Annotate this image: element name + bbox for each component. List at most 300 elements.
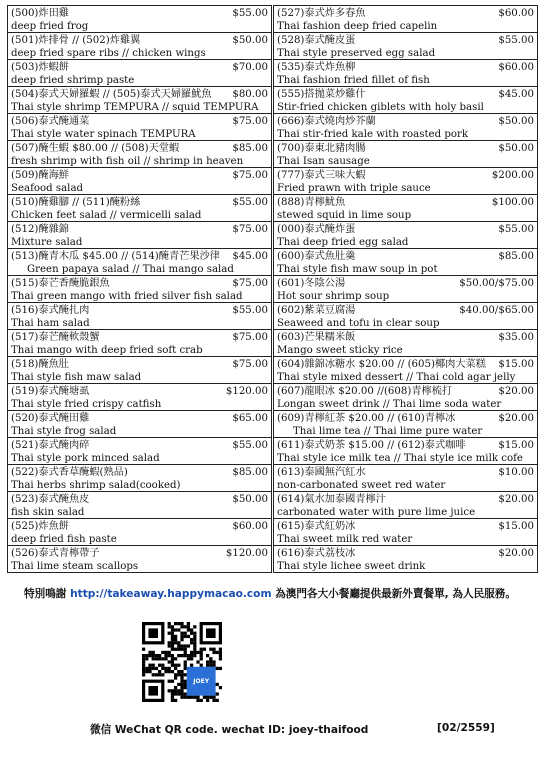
menu-item-chinese-name: 泰式荔枝冰 — [304, 548, 356, 559]
menu-item-name — [11, 547, 100, 560]
menu-item-english: Green papaya salad // Thai mango salad — [27, 264, 234, 275]
menu-item-header — [11, 142, 268, 155]
menu-item-number: (509) — [11, 170, 39, 181]
menu-item-english: Mango sweet sticky rice — [277, 345, 403, 356]
menu-item-price: $65.00 — [232, 413, 268, 424]
menu-item-price: $55.00 — [498, 224, 534, 235]
menu-item-price: $120.00 — [225, 548, 268, 559]
menu-item-number: (521) — [11, 440, 39, 451]
menu-item — [273, 329, 538, 357]
menu-item — [7, 167, 272, 195]
menu-item-number: (510) — [11, 197, 39, 208]
menu-item-chinese-name: 醃生蝦 $80.00 // (508)天堂蝦 — [38, 143, 180, 154]
menu-item-english: Thai style pork minced salad — [11, 453, 160, 464]
menu-item-chinese-name: 泰式香草醃蝦(熟品) — [38, 467, 128, 478]
menu-item-price: $75.00 — [232, 116, 268, 127]
menu-item-english: Thai Isan sausage — [277, 156, 370, 167]
menu-item-english: Thai style frog salad — [11, 426, 117, 437]
menu-item-price: $55.00 — [498, 35, 534, 46]
menu-item-chinese-name: 泰式醃皮蛋 — [304, 35, 356, 46]
menu-item-name — [277, 304, 355, 317]
menu-item — [7, 464, 272, 492]
menu-item-english: fresh shrimp with fish oil // shrimp in heaven — [11, 156, 244, 167]
menu-item — [7, 5, 272, 33]
menu-item-name — [277, 169, 366, 182]
menu-item-price: $50.00 — [232, 494, 268, 505]
menu-item-header — [277, 196, 534, 209]
menu-item-header — [11, 250, 268, 263]
menu-item-price: $50.00 — [498, 143, 534, 154]
menu-item-number: (607) — [277, 386, 305, 397]
menu-item-name — [11, 196, 140, 209]
menu-item-number: (526) — [11, 548, 39, 559]
menu-item — [273, 464, 538, 492]
menu-item-number: (506) — [11, 116, 39, 127]
menu-item-chinese-name: 炸排骨 // (502)炸雞翼 — [38, 35, 141, 46]
menu-item-header — [11, 61, 268, 74]
menu-item-number: (666) — [277, 116, 305, 127]
menu-item-price: $15.00 — [498, 359, 534, 370]
menu-item-price: $120.00 — [225, 386, 268, 397]
menu-column-right — [273, 6, 538, 573]
menu-item-header — [277, 142, 534, 155]
menu-item-header — [277, 61, 534, 74]
menu-item-header — [277, 304, 534, 317]
menu-item-number: (527) — [277, 8, 305, 19]
wechat-qr-code — [142, 622, 222, 702]
menu-item-name — [11, 277, 110, 290]
menu-item-price: $50.00 — [232, 35, 268, 46]
menu-item-chinese-name: 泰式醃炸蛋 — [304, 224, 356, 235]
menu-item-number: (604) — [277, 359, 305, 370]
menu-item-price: $75.00 — [232, 224, 268, 235]
menu-item — [273, 275, 538, 303]
menu-item-name — [11, 61, 69, 74]
menu-item — [273, 518, 538, 546]
menu-item — [273, 167, 538, 195]
menu-item-price: $100.00 — [491, 197, 534, 208]
menu-item-price: $75.00 — [232, 332, 268, 343]
menu-item-number: (500) — [11, 8, 39, 19]
menu-item-chinese-name: 泰式青檸帶子 — [38, 548, 100, 559]
menu-item-english: Thai style lichee sweet drink — [277, 561, 426, 572]
menu-item-price: $60.00 — [232, 521, 268, 532]
menu-item-chinese-name: 泰式三味大蝦 — [304, 170, 366, 181]
menu-item-number: (528) — [277, 35, 305, 46]
menu-item-english: Seafood salad — [11, 183, 84, 194]
menu-item-price: $85.00 — [498, 251, 534, 262]
menu-item-chinese-name: 泰式醃通菜 — [38, 116, 90, 127]
menu-item — [273, 59, 538, 87]
menu-item — [7, 518, 272, 546]
menu-item — [273, 5, 538, 33]
menu-item-price: $50.00 — [498, 116, 534, 127]
menu-item-name — [277, 493, 386, 506]
menu-item-price: $75.00 — [232, 278, 268, 289]
menu-item — [273, 32, 538, 60]
menu-item-number: (613) — [277, 467, 305, 478]
menu-item — [273, 437, 538, 465]
menu-item — [7, 437, 272, 465]
menu-item-name — [277, 88, 366, 101]
menu-item — [7, 329, 272, 357]
menu-item-english: Thai style fish maw soup in pot — [277, 264, 438, 275]
menu-item — [7, 545, 272, 573]
menu-item — [7, 491, 272, 519]
menu-item-english: Thai fashion deep fried capelin — [277, 21, 438, 32]
menu-item-number: (616) — [277, 548, 305, 559]
menu-column-left — [7, 6, 272, 573]
menu-item-name — [277, 277, 345, 290]
menu-item-price: $60.00 — [498, 8, 534, 19]
menu-item-header — [11, 34, 268, 47]
menu-item-price: $15.00 — [498, 521, 534, 532]
menu-item-name — [277, 466, 366, 479]
menu-item-header — [277, 412, 534, 425]
menu-item-chinese-name: 醃魚肚 — [38, 359, 69, 370]
takeaway-link[interactable]: http://takeaway.happymacao.com — [70, 588, 272, 600]
menu-item-number: (603) — [277, 332, 305, 343]
menu-item-chinese-name: 芒果糯米飯 — [304, 332, 356, 343]
menu-item-number: (522) — [11, 467, 39, 478]
menu-item — [273, 221, 538, 249]
menu-item-english: deep fried spare ribs // chicken wings — [11, 48, 206, 59]
menu-item-chinese-name: 冬陰公湯 — [304, 278, 346, 289]
menu-item-number: (504) — [11, 89, 39, 100]
menu-item-english: Thai stir-fried kale with roasted pork — [277, 129, 469, 140]
menu-item-english: non-carbonated sweet red water — [277, 480, 446, 491]
menu-item-number: (602) — [277, 305, 305, 316]
menu-item-english: Longan sweet drink // Thai lime soda water — [277, 399, 502, 410]
menu-item-chinese-name: 炸蝦餅 — [38, 62, 69, 73]
menu-item — [273, 545, 538, 573]
menu-item-number: (777) — [277, 170, 305, 181]
menu-item-number: (600) — [277, 251, 305, 262]
menu-item-price: $55.00 — [232, 440, 268, 451]
menu-item-chinese-name: 泰式醃扎肉 — [38, 305, 90, 316]
menu-item-number: (503) — [11, 62, 39, 73]
menu-item-english: Thai green mango with fried silver fish salad — [11, 291, 243, 302]
menu-item-price: $20.00 — [498, 494, 534, 505]
menu-item-name — [11, 169, 69, 182]
menu-item-header — [277, 277, 534, 290]
menu-item-english: fish skin salad — [11, 507, 85, 518]
menu-item-header — [277, 34, 534, 47]
menu-item-price: $85.00 — [232, 143, 268, 154]
menu-item-header — [11, 277, 268, 290]
menu-item-header — [277, 88, 534, 101]
menu-item-name — [11, 304, 89, 317]
menu-item-english: Thai style shrimp TEMPURA // squid TEMPURA — [11, 102, 259, 113]
menu-item-name — [11, 385, 89, 398]
menu-item-price: $35.00 — [498, 332, 534, 343]
menu-item-english: deep fried frog — [11, 21, 89, 32]
menu-item — [7, 194, 272, 222]
menu-item-header — [11, 169, 268, 182]
menu-item — [273, 140, 538, 168]
menu-item-header — [277, 493, 534, 506]
menu-item-price: $45.00 — [498, 89, 534, 100]
menu-item — [7, 356, 272, 384]
menu-item-header — [11, 466, 268, 479]
menu-item-number: (611) — [277, 440, 305, 451]
menu-item-header — [11, 385, 268, 398]
menu-item-name — [277, 196, 345, 209]
menu-item-header — [277, 331, 534, 344]
menu-item-name — [277, 547, 355, 560]
menu-item-chinese-name: 泰東北豬肉腸 — [304, 143, 366, 154]
menu-item-english: Thai style mixed dessert // Thai cold agar jelly — [277, 372, 516, 383]
menu-item-header — [11, 196, 268, 209]
menu-item-english: Thai style fish maw salad — [11, 372, 142, 383]
menu-item-number: (520) — [11, 413, 39, 424]
menu-item-number: (517) — [11, 332, 39, 343]
menu-item — [7, 302, 272, 330]
menu-item-english: Stir-fried chicken giblets with holy basil — [277, 102, 484, 113]
menu-item-number: (609) — [277, 413, 305, 424]
menu-item — [7, 248, 272, 276]
menu-item-number: (614) — [277, 494, 305, 505]
menu-item-name — [277, 7, 366, 20]
menu-item-chinese-name: 炸田雞 — [38, 8, 69, 19]
menu-item — [273, 383, 538, 411]
menu-item-chinese-name: 炸魚餅 — [38, 521, 69, 532]
menu-item-name — [277, 358, 486, 371]
menu-item-price: $45.00 — [232, 251, 268, 262]
menu-item-chinese-name: 醃青木瓜 $45.00 // (514)醃青芒果沙律 — [38, 251, 220, 262]
menu-item-header — [11, 358, 268, 371]
menu-item-header — [277, 7, 534, 20]
menu-item-name — [277, 34, 355, 47]
menu-item-chinese-name: 泰式醃魚皮 — [38, 494, 90, 505]
menu-item — [7, 140, 272, 168]
menu-item-number: (507) — [11, 143, 39, 154]
menu-item-header — [11, 331, 268, 344]
menu-item-name — [11, 7, 69, 20]
menu-item-number: (516) — [11, 305, 39, 316]
menu-item-chinese-name: 泰式醃肉碎 — [38, 440, 90, 451]
menu-item-header — [11, 412, 268, 425]
menu-item-name — [11, 331, 100, 344]
menu-item-header — [277, 547, 534, 560]
menu-item-english: Thai sweet milk red water — [277, 534, 413, 545]
menu-item — [7, 221, 272, 249]
menu-item-english: deep fried fish paste — [11, 534, 117, 545]
menu-item-price: $75.00 — [232, 359, 268, 370]
menu-item-name — [11, 223, 69, 236]
menu-item-header — [11, 223, 268, 236]
menu-item-price: $20.00 — [498, 413, 534, 424]
menu-item-header — [11, 493, 268, 506]
menu-item — [273, 194, 538, 222]
menu-item-price: $10.00 — [498, 467, 534, 478]
menu-item-header — [11, 439, 268, 452]
menu-item-english: Thai fashion fried fillet of fish — [277, 75, 430, 86]
menu-item-header — [277, 169, 534, 182]
menu-item — [7, 86, 272, 114]
menu-item-name — [11, 520, 69, 533]
menu-item-number: (000) — [277, 224, 305, 235]
menu-item-price: $55.00 — [232, 305, 268, 316]
menu-item — [273, 410, 538, 438]
menu-item-number: (555) — [277, 89, 305, 100]
menu-item-english: Thai herbs shrimp salad(cooked) — [11, 480, 181, 491]
menu-item-header — [277, 115, 534, 128]
menu-item-english: Mixture salad — [11, 237, 83, 248]
menu-item-price: $85.00 — [232, 467, 268, 478]
menu-item-chinese-name: 泰式炸魚柳 — [304, 62, 356, 73]
menu-item-english: Thai ham salad — [11, 318, 90, 329]
menu-item-price: $55.00 — [232, 197, 268, 208]
menu-item — [7, 32, 272, 60]
menu-item-english: Thai mango with deep fried soft crab — [11, 345, 203, 356]
menu-item-chinese-name: 氣水加泰國青檸汁 — [304, 494, 386, 505]
menu-item-header — [11, 88, 268, 101]
menu-item-chinese-name: 龍眼冰 $20.00 //(608)青檸梳打 — [304, 386, 453, 397]
qr-logo-text: JOEY — [193, 677, 210, 685]
menu-item-english: Thai style preserved egg salad — [277, 48, 436, 59]
menu-item-header — [277, 358, 534, 371]
menu-item-price: $55.00 — [232, 8, 268, 19]
menu-item — [273, 302, 538, 330]
menu-item — [7, 275, 272, 303]
menu-item-number: (615) — [277, 521, 305, 532]
menu-item-header — [11, 7, 268, 20]
menu-item — [7, 410, 272, 438]
menu-item-english: Thai style fried crispy catfish — [11, 399, 162, 410]
menu-item-name — [277, 385, 452, 398]
menu-item-name — [277, 142, 366, 155]
menu-item-header — [277, 466, 534, 479]
menu-item-chinese-name: 泰式燒肉炒芥蘭 — [304, 116, 376, 127]
menu-item-number: (700) — [277, 143, 305, 154]
menu-item-chinese-name: 青檸紅茶 $20.00 // (610)青檸冰 — [304, 413, 456, 424]
menu-item-english: deep fried shrimp paste — [11, 75, 135, 86]
menu-item-english: Thai style water spinach TEMPURA — [11, 129, 196, 140]
menu-item-english: carbonated water with pure lime juice — [277, 507, 476, 518]
menu-item-english: Thai style ice milk tea // Thai style ice milk cofe — [277, 453, 523, 464]
menu-item — [7, 113, 272, 141]
menu-item-number: (512) — [11, 224, 39, 235]
menu-item-chinese-name: 泰式炸多春魚 — [304, 8, 366, 19]
menu-item-name — [277, 520, 355, 533]
menu-item-chinese-name: 泰國無汽紅水 — [304, 467, 366, 478]
menu-item-header — [277, 223, 534, 236]
menu-item-english: Fried prawn with triple sauce — [277, 183, 431, 194]
menu-item-header — [11, 520, 268, 533]
menu-item-number: (525) — [11, 521, 39, 532]
menu-item-name — [11, 142, 179, 155]
menu-item — [273, 86, 538, 114]
menu-item-name — [11, 115, 89, 128]
menu-item-chinese-name: 醃海鮮 — [38, 170, 69, 181]
menu-item-english: Thai lime tea // Thai lime pure water — [293, 426, 483, 437]
menu-item-english: Seaweed and tofu in clear soup — [277, 318, 440, 329]
menu-item-name — [11, 412, 89, 425]
menu-item-price: $20.00 — [498, 386, 534, 397]
page-code: [02/2559] — [437, 722, 495, 734]
thanks-suffix: 為澳門各大小餐廳提供最新外賣餐單, 為人民服務。 — [271, 588, 516, 600]
menu-item-english: Thai deep fried egg salad — [277, 237, 409, 248]
menu-item-name — [277, 250, 355, 263]
menu-item-chinese-name: 泰式天婦羅蝦 // (505)泰式天婦羅魷魚 — [38, 89, 212, 100]
menu-item-name — [11, 34, 140, 47]
menu-item-number: (515) — [11, 278, 39, 289]
menu-item-header — [11, 304, 268, 317]
menu-item-price: $200.00 — [491, 170, 534, 181]
menu-item — [273, 356, 538, 384]
menu-item-chinese-name: 泰芒香醃脆銀魚 — [38, 278, 110, 289]
menu-item — [7, 383, 272, 411]
menu-item-chinese-name: 泰式魚肚羹 — [304, 251, 356, 262]
menu-item-name — [277, 223, 355, 236]
menu-item-price: $75.00 — [232, 170, 268, 181]
thanks-line — [0, 586, 540, 601]
menu-item-name — [11, 88, 212, 101]
menu-item-header — [277, 250, 534, 263]
menu-item-chinese-name: 醃雜錦 — [38, 224, 69, 235]
menu-item-name — [11, 250, 220, 263]
menu-item-chinese-name: 泰式醃塘虱 — [38, 386, 90, 397]
menu-item-number: (601) — [277, 278, 305, 289]
menu-item-number: (501) — [11, 35, 39, 46]
menu-item-chinese-name: 泰式紅奶冰 — [304, 521, 356, 532]
menu-item-header — [277, 439, 534, 452]
menu-item-number: (518) — [11, 359, 39, 370]
menu-item — [273, 113, 538, 141]
menu-item-chinese-name: 醃雞腳 // (511)醃粉絲 — [38, 197, 141, 208]
menu-item-number: (535) — [277, 62, 305, 73]
menu-item-price: $20.00 — [498, 548, 534, 559]
menu-item-number: (523) — [11, 494, 39, 505]
menu-item-chinese-name: 搭拋菜炒雞什 — [304, 89, 366, 100]
menu-item-price: $40.00/$65.00 — [459, 305, 534, 316]
menu-item-english: Chicken feet salad // vermicelli salad — [11, 210, 202, 221]
menu-item-price: $50.00/$75.00 — [459, 278, 534, 289]
menu-item-number: (519) — [11, 386, 39, 397]
menu-item-chinese-name: 泰式醃田雞 — [38, 413, 90, 424]
menu-item-name — [277, 115, 376, 128]
menu-item-header — [277, 385, 534, 398]
menu-item-chinese-name: 泰式奶茶 $15.00 // (612)泰式咖啡 — [304, 440, 466, 451]
menu-item — [273, 491, 538, 519]
menu-item-english: Thai lime steam scallops — [11, 561, 139, 572]
menu-item-name — [277, 331, 355, 344]
menu-item-price: $60.00 — [498, 62, 534, 73]
menu-item-name — [11, 493, 89, 506]
menu-item-name — [277, 412, 455, 425]
menu-item-chinese-name: 紫菜豆腐湯 — [304, 305, 356, 316]
wechat-label: 微信 WeChat QR code. wechat ID: joey-thaifood — [90, 724, 369, 736]
menu-item-header — [11, 547, 268, 560]
menu-item-name — [277, 439, 466, 452]
menu-item-name — [11, 466, 128, 479]
menu-item-chinese-name: 泰芒醃軟殼蟹 — [38, 332, 100, 343]
menu-item-english: stewed squid in lime soup — [277, 210, 412, 221]
menu-item-name — [277, 61, 355, 74]
thanks-prefix: 特別鳴謝 — [24, 588, 71, 600]
menu-item-chinese-name: 青檸魷魚 — [304, 197, 346, 208]
menu-item-price: $70.00 — [232, 62, 268, 73]
menu-item-price: $15.00 — [498, 440, 534, 451]
menu-item-english: Hot sour shrimp soup — [277, 291, 390, 302]
menu-item-number: (888) — [277, 197, 305, 208]
menu-item-chinese-name: 雜錦冰糖水 $20.00 // (605)椰肉大菜糕 — [304, 359, 486, 370]
menu-item — [273, 248, 538, 276]
menu-item-number: (513) — [11, 251, 39, 262]
menu-item-price: $80.00 — [232, 89, 268, 100]
menu-item-name — [11, 358, 69, 371]
